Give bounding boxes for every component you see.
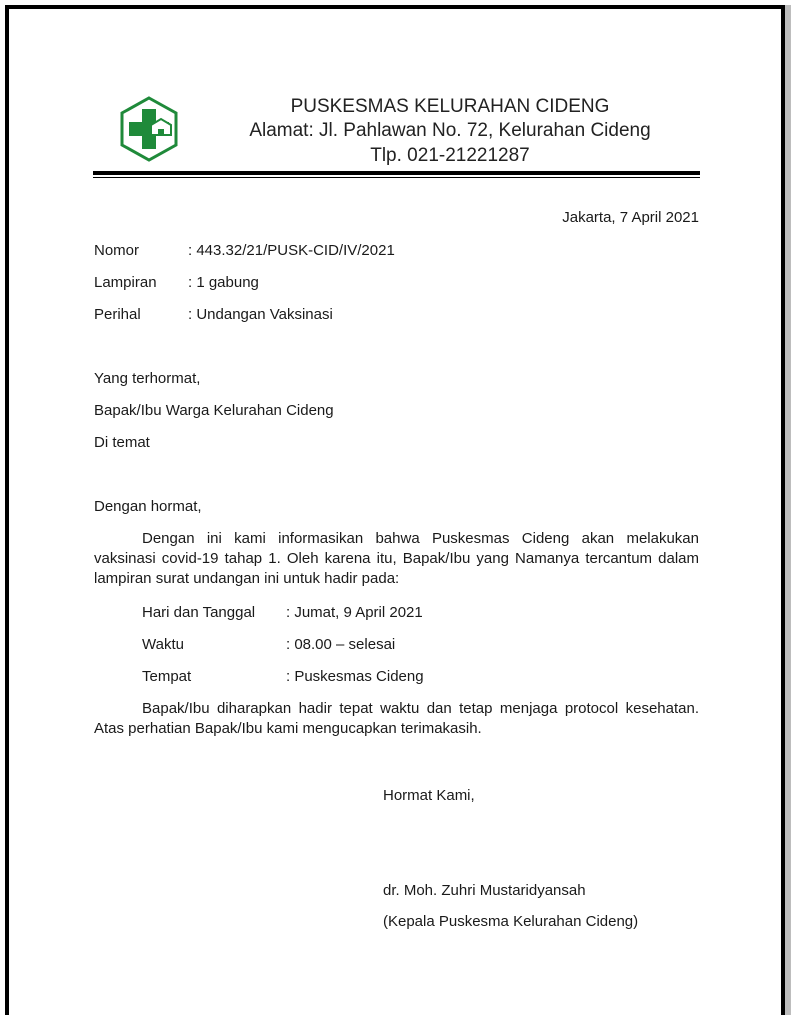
institution-address: Alamat: Jl. Pahlawan No. 72, Kelurahan Cideng [249, 120, 651, 141]
event-value-date: : Jumat, 9 April 2021 [286, 604, 423, 621]
recipient-line-1: Yang terhormat, [94, 370, 201, 387]
meta-value-nomor: : 443.32/21/PUSK-CID/IV/2021 [188, 242, 395, 259]
recipient-line-2: Bapak/Ibu Warga Kelurahan Cideng [94, 402, 334, 419]
meta-value-perihal: : Undangan Vaksinasi [188, 306, 333, 323]
letterhead-rule-thin [93, 177, 700, 178]
recipient-line-3: Di temat [94, 434, 150, 451]
body-paragraph-1: Dengan ini kami informasikan bahwa Puskesmas Cideng akan melakukan vaksinasi covid-19 tahap 1. Oleh karena itu, Bapak/Ibu yang Namanya tercantum dalam lampiran surat undangan ini untuk hadir pada: [94, 530, 699, 587]
meta-value-lampiran: : 1 gabung [188, 274, 259, 291]
institution-name: PUSKESMAS KELURAHAN CIDENG [290, 96, 610, 117]
event-value-time: : 08.00 – selesai [286, 636, 396, 653]
event-value-place: : Puskesmas Cideng [286, 668, 424, 685]
event-label-time: Waktu [142, 636, 184, 653]
meta-label-lampiran: Lampiran [94, 274, 157, 291]
meta-label-nomor: Nomor [94, 242, 140, 259]
institution-phone: Tlp. 021-21221287 [370, 145, 530, 166]
letter-date: Jakarta, 7 April 2021 [562, 209, 699, 226]
event-label-place: Tempat [142, 668, 192, 685]
meta-label-perihal: Perihal [94, 306, 141, 323]
puskesmas-logo-icon [118, 95, 180, 163]
signatory-name: dr. Moh. Zuhri Mustaridyansah [383, 882, 586, 899]
letterhead-rule [93, 171, 700, 175]
event-label-date: Hari dan Tanggal [142, 604, 256, 621]
closing: Hormat Kami, [383, 787, 475, 804]
body-paragraph-2: Bapak/Ibu diharapkan hadir tepat waktu dan tetap menjaga protocol kesehatan. Atas perhatian Bapak/Ibu kami mengucapkan terimakasih. [94, 700, 699, 737]
signatory-title: (Kepala Puskesma Kelurahan Cideng) [383, 913, 639, 930]
greeting: Dengan hormat, [94, 498, 202, 515]
